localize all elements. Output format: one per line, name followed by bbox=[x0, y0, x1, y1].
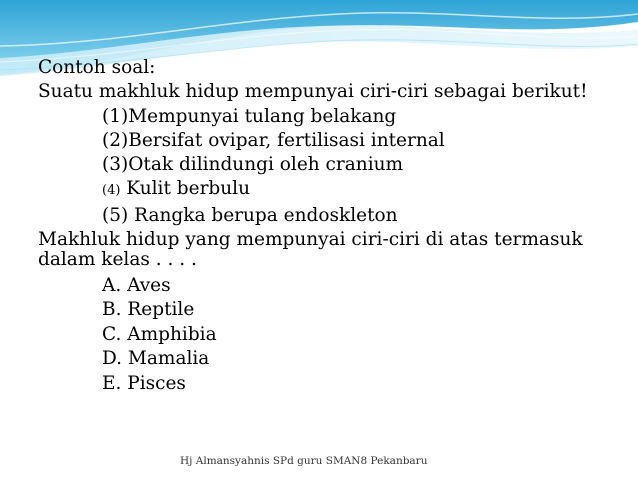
item-text: Mempunyai tulang belakang bbox=[128, 105, 397, 127]
item-text: Kulit berbulu bbox=[120, 178, 251, 200]
option-c: C. Amphibia bbox=[102, 323, 217, 345]
characteristic-item bbox=[38, 204, 628, 228]
item-text: Bersifat ovipar, fertilisasi internal bbox=[128, 129, 445, 151]
characteristic-item bbox=[38, 177, 628, 203]
question-text: Makhluk hidup yang mempunyai ciri-ciri di atas termasuk dalam kelas . . . . bbox=[38, 229, 583, 271]
characteristic-item bbox=[38, 153, 628, 177]
answer-options bbox=[38, 274, 628, 396]
footer-credit: Hj Almansyahnis SPd guru SMAN8 Pekanbaru bbox=[180, 455, 428, 467]
option-e: E. Pisces bbox=[102, 372, 186, 394]
option-a: A. Aves bbox=[102, 275, 171, 297]
item-number: (1) bbox=[102, 105, 129, 127]
characteristic-item bbox=[38, 105, 628, 129]
characteristic-item bbox=[38, 129, 628, 153]
intro-text: Suatu makhluk hidup mempunyai ciri-ciri sebagai berikut! bbox=[38, 81, 588, 103]
item-number: (4) bbox=[102, 183, 121, 199]
item-text: Rangka berupa endoskleton bbox=[128, 204, 398, 226]
item-text: Otak dilindungi oleh cranium bbox=[128, 154, 404, 176]
option-b: B. Reptile bbox=[102, 299, 195, 321]
option-d: D. Mamalia bbox=[102, 348, 210, 370]
heading: Contoh soal: bbox=[38, 57, 156, 78]
slide-content bbox=[38, 56, 628, 396]
item-number: (2) bbox=[102, 129, 129, 151]
item-number: (3) bbox=[102, 154, 129, 176]
item-number: (5) bbox=[102, 204, 129, 226]
